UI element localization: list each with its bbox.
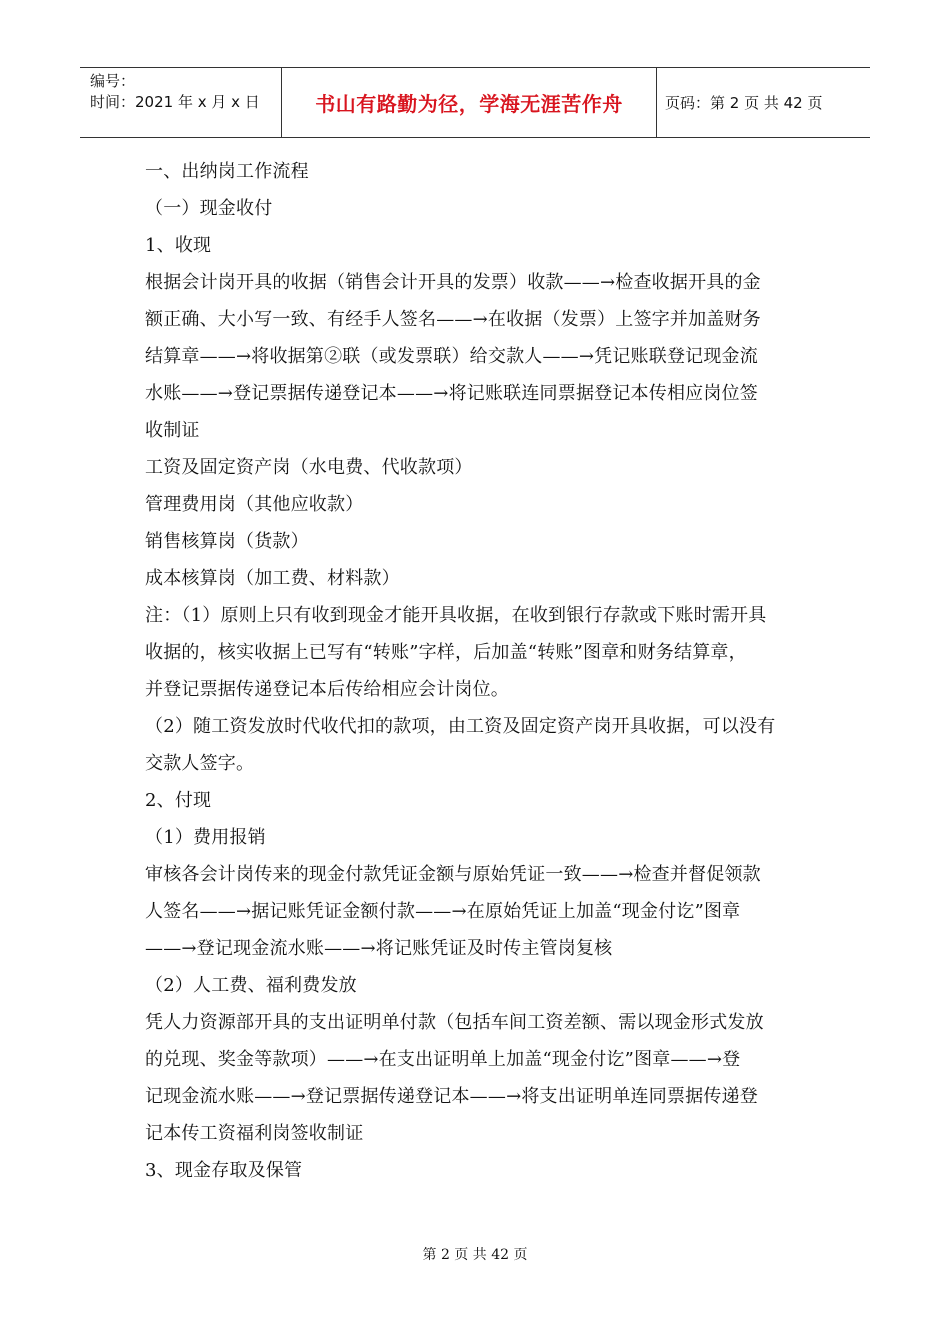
page-footer: 第 2 页 共 42 页 <box>422 1247 528 1263</box>
document-number-label: 编号： <box>90 72 136 90</box>
text-line: 记本传工资福利岗签收制证 <box>145 1123 364 1144</box>
text-line: 销售核算岗（货款） <box>145 531 309 552</box>
text-line: 记现金流水账——→登记票据传递登记本——→将支出证明单连同票据传递登 <box>145 1086 758 1107</box>
page-header <box>80 67 870 138</box>
text-line: 人签名——→据记账凭证金额付款——→在原始凭证上加盖“现金付讫”图章 <box>145 901 741 922</box>
header-meta <box>80 68 282 137</box>
text-line: （1）费用报销 <box>145 827 266 848</box>
text-line: 成本核算岗（加工费、材料款） <box>145 568 400 589</box>
document-time: 时间：2021 年 x 月 x 日 <box>90 93 260 111</box>
text-line: 水账——→登记票据传递登记本——→将记账联连同票据登记本传相应岗位签 <box>145 383 758 404</box>
text-line: （一）现金收付 <box>145 198 273 219</box>
text-line: 2、付现 <box>145 790 212 811</box>
text-line: 交款人签字。 <box>145 753 255 774</box>
text-line: 收据的，核实收据上已写有“转账”字样，后加盖“转账”图章和财务结算章， <box>145 642 747 663</box>
text-line: 额正确、大小写一致、有经手人签名——→在收据（发票）上签字并加盖财务 <box>145 309 761 330</box>
header-page-info: 页码：第 2 页 共 42 页 <box>665 94 823 112</box>
text-line: 凭人力资源部开具的支出证明单付款（包括车间工资差额、需以现金形式发放 <box>145 1012 764 1033</box>
text-line: 的兑现、奖金等款项）——→在支出证明单上加盖“现金付讫”图章——→登 <box>145 1049 741 1070</box>
text-line: 审核各会计岗传来的现金付款凭证金额与原始凭证一致——→检查并督促领款 <box>145 864 761 885</box>
header-motto: 书山有路勤为径，学海无涯苦作舟 <box>282 68 657 137</box>
text-line: （2）随工资发放时代收代扣的款项，由工资及固定资产岗开具收据，可以没有 <box>145 716 776 737</box>
text-line: 管理费用岗（其他应收款） <box>145 494 364 515</box>
text-line: 注：（1）原则上只有收到现金才能开具收据，在收到银行存款或下账时需开具 <box>145 605 767 626</box>
text-line: 一、出纳岗工作流程 <box>145 161 309 182</box>
text-line: 收制证 <box>145 420 200 441</box>
text-line: （2）人工费、福利费发放 <box>145 975 357 996</box>
text-line: 1、收现 <box>145 235 212 256</box>
text-line: 根据会计岗开具的收据（销售会计开具的发票）收款——→检查收据开具的金 <box>145 272 761 293</box>
text-line: 工资及固定资产岗（水电费、代收款项） <box>145 457 473 478</box>
document-body <box>145 153 815 1189</box>
text-line: 结算章——→将收据第②联（或发票联）给交款人——→凭记账联登记现金流 <box>145 346 758 367</box>
text-line: 3、现金存取及保管 <box>145 1160 303 1181</box>
text-line: ——→登记现金流水账——→将记账凭证及时传主管岗复核 <box>145 938 613 959</box>
text-line: 并登记票据传递登记本后传给相应会计岗位。 <box>145 679 509 700</box>
